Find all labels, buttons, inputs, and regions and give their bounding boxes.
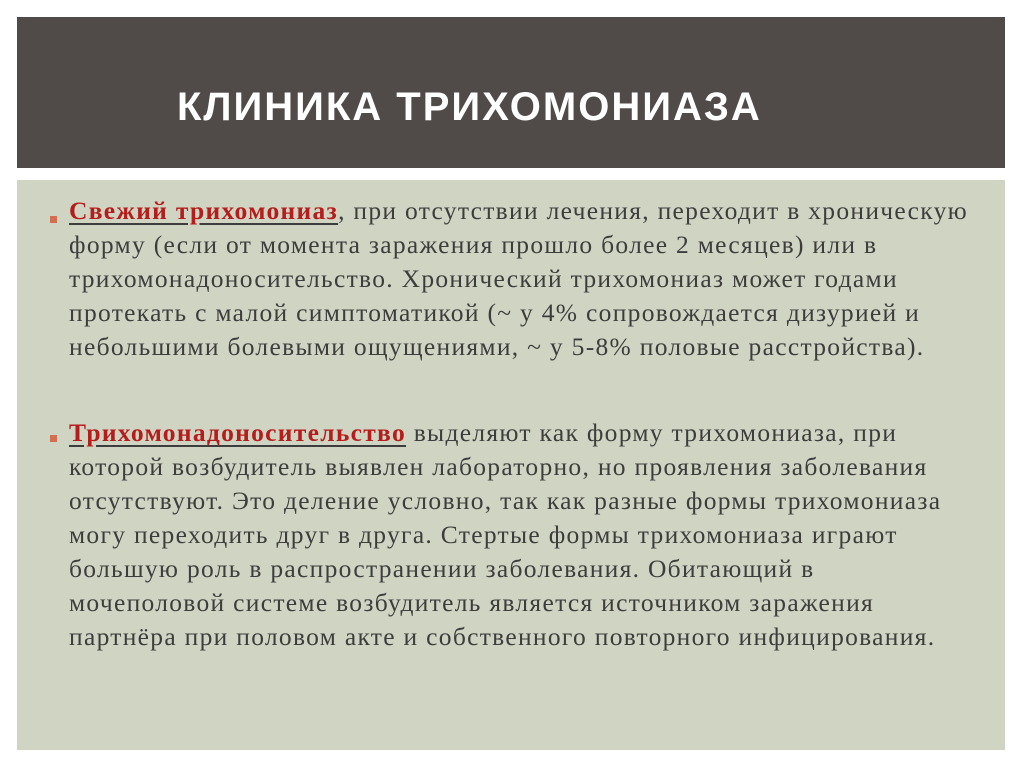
bullet-term: Свежий трихомониаз [69, 196, 339, 225]
content-panel [17, 180, 1005, 750]
slide-title: КЛИНИКА ТРИХОМОНИАЗА [177, 85, 762, 129]
bullet-body-text: , при отсутствии лечения, переходит в хроническую форму (если от момента заражения прошло более 2 месяцев) или в трихомонадоносительство. Хронический трихомониаз может годами протекать с малой симптоматикой (~ у 4% сопровождается дизурией и небольшими болевыми ощущениями, ~ у 5-8% половые расстройства). [69, 196, 969, 361]
bullet-term: Трихомонадоносительство [69, 418, 407, 447]
square-bullet-icon [50, 435, 57, 442]
square-bullet-icon [50, 216, 57, 223]
bullet-paragraph [69, 194, 975, 364]
bullet-paragraph [69, 416, 975, 654]
title-bar [17, 17, 1005, 168]
bullet-body-text: выделяют как форму трихомониаза, при которой возбудитель выявлен лабораторно, но проявления заболевания отсутствуют. Это деление условно, так как разные формы трихомониаза могу переходить друг в друга. Стертые формы трихомониаза играют большую роль в распространении заболевания. Обитающий в мочеполовой системе возбудитель является источником заражения партнёра при половом акте и собственного повторного инфицирования. [69, 418, 942, 651]
